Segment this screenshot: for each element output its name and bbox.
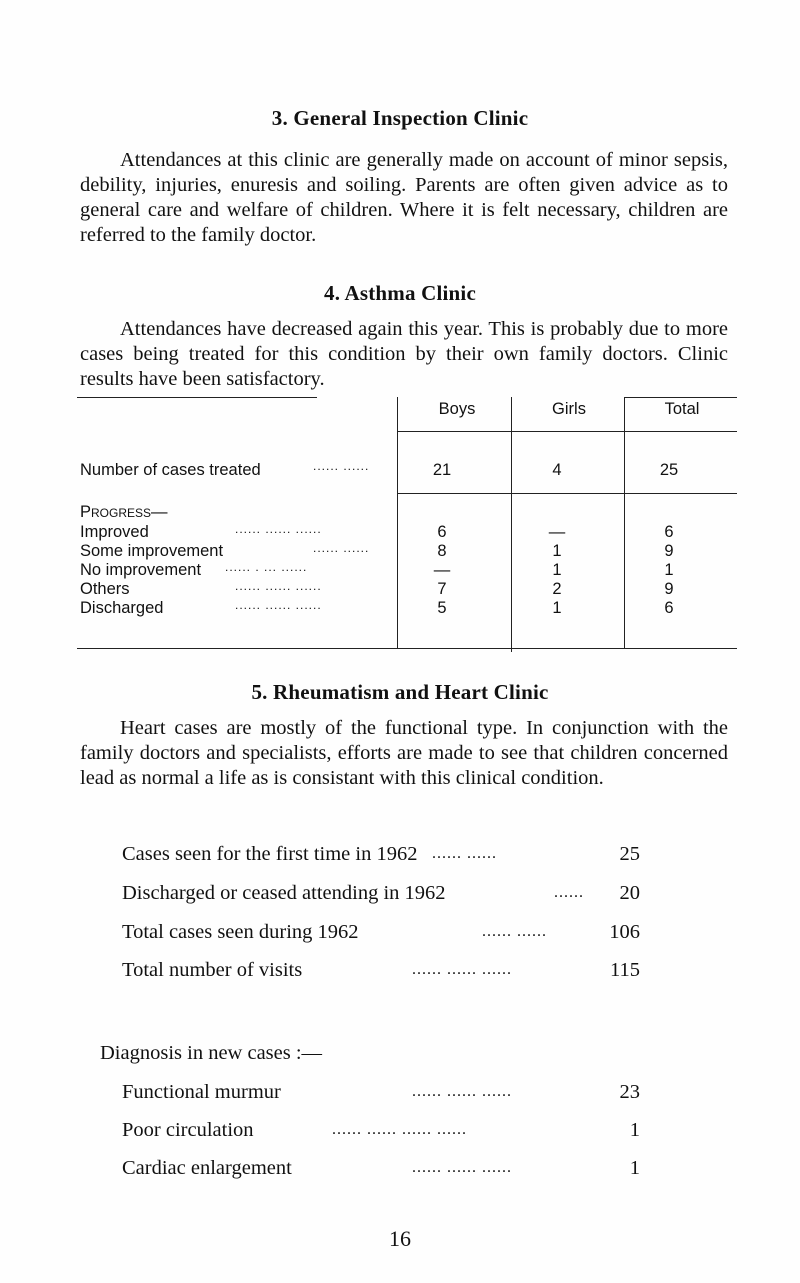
stat-value: 20 bbox=[619, 882, 640, 904]
row-some-improvement-leaders: ...... ...... bbox=[313, 541, 370, 555]
row-improved-boys: 6 bbox=[437, 523, 447, 541]
table-treated-rule bbox=[397, 493, 737, 494]
column-header-girls: Girls bbox=[552, 400, 586, 418]
stat-label: Cases seen for the first time in 1962 bbox=[122, 843, 418, 865]
diagnosis-label: Poor circulation bbox=[122, 1119, 254, 1141]
row-no-improvement-label: No improvement bbox=[80, 561, 202, 579]
progress-label: Progress— bbox=[80, 503, 168, 521]
row-no-improvement-total: 1 bbox=[664, 561, 674, 579]
diagnosis-leaders: ...... ...... ...... bbox=[412, 1159, 512, 1176]
table-header-rule bbox=[397, 431, 737, 432]
treated-label: Number of cases treated bbox=[80, 461, 261, 479]
row-some-improvement-label: Some improvement bbox=[80, 542, 224, 560]
stat-value: 25 bbox=[619, 843, 640, 865]
row-others-total: 9 bbox=[664, 580, 674, 598]
table-top-rule bbox=[77, 397, 317, 398]
row-discharged-leaders: ...... ...... ...... bbox=[235, 598, 322, 612]
stat-value: 106 bbox=[609, 921, 640, 943]
section-4-heading: 4. Asthma Clinic bbox=[324, 281, 476, 305]
row-no-improvement-boys: — bbox=[433, 561, 451, 579]
treated-girls: 4 bbox=[552, 461, 562, 479]
stat-label: Total number of visits bbox=[122, 959, 303, 981]
diagnosis-leaders: ...... ...... ...... ...... bbox=[332, 1121, 467, 1138]
table-col-rule-1 bbox=[397, 397, 398, 648]
stat-leaders: ...... bbox=[554, 884, 584, 901]
stat-value: 115 bbox=[610, 959, 640, 981]
stat-leaders: ...... ...... bbox=[482, 923, 547, 940]
row-others-girls: 2 bbox=[552, 580, 562, 598]
treated-total: 25 bbox=[659, 461, 679, 479]
row-discharged-boys: 5 bbox=[437, 599, 447, 617]
row-some-improvement-total: 9 bbox=[664, 542, 674, 560]
diagnosis-leaders: ...... ...... ...... bbox=[412, 1083, 512, 1100]
page-number: 16 bbox=[389, 1226, 411, 1251]
section-5-heading: 5. Rheumatism and Heart Clinic bbox=[251, 680, 549, 704]
section-5-paragraph: Heart cases are mostly of the functional type. In conjunction with the family doctors and specialists, efforts are made to see that children concerned lead as normal a life as is consistant with this clinical condition. bbox=[80, 717, 728, 789]
row-discharged-girls: 1 bbox=[552, 599, 562, 617]
diagnosis-value: 1 bbox=[629, 1119, 640, 1141]
diagnosis-label: Functional murmur bbox=[122, 1081, 281, 1103]
diagnosis-value: 23 bbox=[619, 1081, 640, 1103]
stat-label: Total cases seen during 1962 bbox=[122, 921, 359, 943]
column-header-total: Total bbox=[664, 400, 700, 418]
asthma-results-table bbox=[77, 397, 737, 649]
row-no-improvement-leaders: ...... . ... ...... bbox=[225, 560, 308, 574]
stat-leaders: ...... ...... ...... bbox=[412, 961, 512, 978]
diagnosis-value: 1 bbox=[629, 1157, 640, 1179]
section-3-paragraph: Attendances at this clinic are generally made on account of minor sepsis, debility, injuries, enuresis and soiling. Parents are often given advice as to general care and welfare of children. Where it is felt necessary, children are referred to the family doctor. bbox=[80, 149, 728, 246]
row-others-leaders: ...... ...... ...... bbox=[235, 579, 322, 593]
table-col-rule-2 bbox=[511, 397, 512, 652]
table-bottom-rule bbox=[77, 648, 737, 649]
row-others-boys: 7 bbox=[437, 580, 447, 598]
diagnosis-label: Cardiac enlargement bbox=[122, 1157, 292, 1179]
row-discharged-label: Discharged bbox=[80, 599, 164, 617]
section-4-paragraph: Attendances have decreased again this year. This is probably due to more cases being treated for this condition by their own family doctors. Clinic results have been satisfactory. bbox=[80, 318, 728, 390]
section-3-heading: 3. General Inspection Clinic bbox=[271, 106, 529, 130]
treated-leaders: ...... ...... bbox=[313, 459, 370, 473]
row-improved-girls: — bbox=[548, 523, 566, 541]
row-improved-total: 6 bbox=[664, 523, 674, 541]
row-some-improvement-girls: 1 bbox=[552, 542, 562, 560]
table-col-rule-3 bbox=[624, 397, 625, 648]
stat-leaders: ...... ...... bbox=[432, 845, 497, 862]
row-discharged-total: 6 bbox=[664, 599, 674, 617]
row-no-improvement-girls: 1 bbox=[552, 561, 562, 579]
diagnosis-heading: Diagnosis in new cases :— bbox=[100, 1042, 323, 1064]
row-others-label: Others bbox=[80, 580, 130, 598]
row-improved-leaders: ...... ...... ...... bbox=[235, 522, 322, 536]
stat-label: Discharged or ceased attending in 1962 bbox=[122, 882, 446, 904]
row-some-improvement-boys: 8 bbox=[437, 542, 447, 560]
treated-boys: 21 bbox=[432, 461, 452, 479]
row-improved-label: Improved bbox=[80, 523, 149, 541]
table-top-rule-total bbox=[624, 397, 737, 398]
column-header-boys: Boys bbox=[438, 400, 476, 418]
